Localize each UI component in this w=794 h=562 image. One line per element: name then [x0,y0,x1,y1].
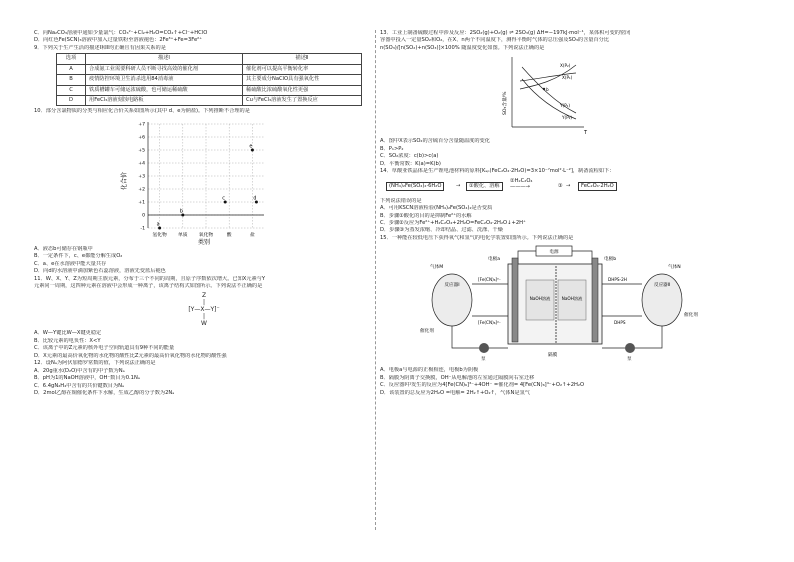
electrolysis-cell [508,264,602,344]
table-cell: 合成氨工业需要科研人员不断寻找高效的催化剂 [86,64,243,74]
ion-top-atom: Z [201,292,207,300]
q14-prompt: 下列说法错误的是 [380,197,422,204]
ion-middle: [Y—X—Y]⁻ [188,306,220,314]
q9-table [56,53,362,106]
table-cell: 疫情防控环境卫生消杀选用84消毒液 [86,75,243,85]
curve-label: Y(P₁) [560,103,571,109]
table-header-row [57,54,362,64]
table-cell: Cu与FeCl₃溶液发生了置换反应 [243,95,362,105]
right-column [380,30,752,397]
chart-grid [148,124,264,228]
gas-n-label: 气体N [668,265,681,271]
point-label-c: c [222,196,225,202]
left-column [34,30,384,398]
q10-option-d: D．向d的水溶液中滴加紫色石蕊溶液，溶液先变蓝后褪色 [34,268,166,275]
ion-bottom-label: [Fe(CN)₆]⁴⁻ [478,320,501,326]
flow-step2: ③ [558,182,563,189]
y-tick-label: +7 [138,122,145,128]
dhps-label: DHPS [614,320,626,326]
q10-option-a: A．液态b可储存在钢瓶中 [34,245,93,252]
q10-chart [121,118,270,246]
chart-points [157,144,258,229]
catalyst-right-label: 催化剂 [684,313,698,319]
q14-option-a: A．可用KSCN溶液检验(NH₄)₂Fe(SO₄)₂是否变质 [380,205,493,212]
reactor-left-label: 反应器Ⅰ [444,283,460,289]
q10-stem: 10．部分含氯物质的分类与相应化合价关系如图所示(其中 d、e为钠盐)。下列推断不合理的是 [34,108,250,115]
x-tick-label: 氧化物 [198,232,214,238]
table-row [57,64,362,74]
table-cell: D [57,95,86,105]
curve-y-label: SO₃含量/% [503,91,508,116]
curve-label: Y(P₂) [562,115,573,121]
q15-option-c: C．反应器Ⅰ中发生的反应为4[Fe(CN)₆]³⁻+4OH⁻ =催化剂= 4[Fe(CN)₆]⁴⁻+O₂↑+2H₂O [380,382,585,389]
pump-left-icon [479,343,489,353]
flow-reagent: ②H₂C₂O₄ [510,177,533,184]
membrane-label: 隔膜 [548,353,558,359]
point-label-e: e [249,144,253,150]
reactor-left [432,274,472,326]
x-tick-label: 氢化物 [152,232,167,238]
q11-option-a: A．W—Y键比W—X键更稳定 [34,330,102,337]
gas-m-label: 气体M [430,265,444,271]
q9-stem: 9．下列关于生产生活的描述Ⅰ和Ⅱ均正确且有因果关系的是 [34,44,166,51]
q15-option-a: A．电极a与电源的正极相连，电极b为阴极 [380,367,479,374]
table-header: 描述Ⅱ [243,54,362,64]
flow-product-box: FeC₂O₄·2H₂O [578,182,617,191]
q14-option-c: C．步骤②反应为Fe²⁺+H₂C₂O₄+2H₂O=FeC₂O₄·2H₂O↓+2H⁺ [380,219,526,226]
q11-option-b: B．比较元素的电负性：X<Y [34,337,101,344]
q13-option-c: C．SO₂浓度：c(b)>c(a) [380,153,439,160]
q10-option-c: C．a、e在水溶液中能大量共存 [34,260,107,267]
point-label-a: a [156,222,160,228]
pump-right-icon [625,343,635,353]
curve-label: X(P₁) [562,75,573,81]
table-row [57,95,362,105]
ion-top-label: [Fe(CN)₆]³⁻ [478,277,501,283]
q14-flow [386,178,752,195]
ion-bond-down: | [202,313,206,321]
q12-option-b: B．pH为1的NaOH溶液中，OH⁻数目为0.1Nₐ [34,375,140,382]
chart-ticks [138,121,255,237]
q15-option-b: B．隔膜为阴离子交换膜，OH⁻从电解池的左室通过隔膜向右室迁移 [380,374,535,381]
flow-start-box: (NH₄)₂Fe(SO₄)₂·6H₂O [386,182,444,191]
y-tick-label: +6 [138,135,145,141]
ion-bottom-atom: W [201,320,207,328]
q14-option-d: D．步骤③为蒸发浓缩、冷却结晶、过滤、洗涤、干燥 [380,227,503,234]
curve-point-b [543,88,545,90]
ion-structure [174,292,234,327]
q14-stem: 14．草酸亚铁晶体是生产锂电池材料的原料[Kₛₚ(FeC₂O₄·2H₂O)=3×10⁻⁷mol²·L⁻²]，制备流程如下： [380,168,615,175]
curve-y-p2 [522,79,576,119]
pump-right-label: 泵 [627,357,632,363]
q13-stem-1: 13．工业上制备硫酸过程中涉及反应：2SO₂(g)+O₂(g) ⇌ 2SO₃(g) ΔH=−197kJ·mol⁻¹，某体积可变的密闭 [380,30,631,36]
q11-option-c: C．该离子中的Z元素的核外电子空间轨道具有9种不同的能量 [34,345,175,352]
q12-stem: 12．设Nₐ为阿伏加德罗常数的值，下列说法正确的是 [34,360,156,367]
q15-option-d: D．该装置的总反应为2H₂O =电解= 2H₂↑+O₂↑，气体N是氢气 [380,389,530,396]
reactor-right [642,274,682,326]
y-tick-label: +5 [138,148,145,154]
flow-arrow-1: → [456,182,461,189]
q12-option-a: A．20g重水(D₂O)中含有的中子数为Nₐ [34,367,125,374]
flow-arrow-3: → [566,182,571,189]
curve-point-label: b [546,87,549,93]
catalyst-label: 催化剂 [420,329,434,335]
q15-device-diagram [408,244,708,364]
q13-stem-3: n(SO₃)/[n(SO₂)+n(SO₃)]×100% 随温度变化如图。下列说法正确的是 [380,44,545,51]
cell-left-label: NaOH溶液 [529,296,551,302]
table-cell: 催化剂可以提高平衡转化率 [243,64,362,74]
table-cell: 铁质槽罐车可储运浓硫酸，也可储运稀硫酸 [86,85,243,95]
x-tick-label: 单质 [177,232,188,238]
y-tick-label: -1 [140,226,145,232]
table-cell: 稀硫酸比浓硫酸氧化性更强 [243,85,362,95]
x-tick-label: 盐 [249,232,255,238]
q14-option-b: B．步骤①酸化的目的是抑制Fe²⁺的水解 [380,212,472,219]
y-tick-label: +1 [138,200,145,206]
x-tick-label: 酸 [226,232,232,238]
table-cell: 其主要成分NaClO具有强氧化性 [243,75,362,85]
table-row [57,85,362,95]
point-label-d: d [253,196,257,202]
q11-option-d: D．X元素的最高价氧化物的水化物的酸性比Z元素的最高价氧化物的水化物的酸性强 [34,352,227,359]
q13-curves [498,55,588,135]
y-tick-label: 0 [142,213,145,219]
x-axis-label: 类别 [197,238,211,246]
q8-option-c: C．向Na₂CO₃溶液中通如少量氯气：CO₃²⁻+Cl₂+H₂O=CO₂↑+Cl⁻+HClO [34,30,208,36]
dhps2h-label: DHPS-2H [608,277,627,283]
power-label: 电源 [549,250,559,256]
y-axis-label: 化合价 [121,171,128,190]
y-tick-label: +2 [138,187,145,193]
q13-option-a: A．图中X表示SO₂的含硫百分含量随温度的变化 [380,138,490,145]
q8-option-d: D．向红色Fe(SCN)₃溶液中加入过量铁粉至溶液褪色：2Fe³⁺+Fe=3Fe²⁺ [34,37,202,44]
table-cell: A [57,64,86,74]
q11-stem-1: 11．W、X、Y、Z为短周期主族元素，分布于三个不同的周期，且原子序数依次增大。已知X元素与Y [34,275,266,282]
reactor-right-label: 反应器Ⅱ [653,283,671,289]
q13-option-b: B．P₁>P₂ [380,145,404,152]
electrode-a [512,258,518,342]
q15-stem: 15．一种能在较低电压下获得氧气和氢气的电化学装置如图所示。下列说法正确的是 [380,234,574,241]
pump-left-label: 泵 [481,357,486,363]
flow-step1-box: ①酸化、溶解 [466,182,503,191]
table-header: 描述Ⅰ [86,54,243,64]
q13-stem-2: 容器中投入一定量SO₂和O₂，在X、n两个不同温度下，测得平衡时气体的总压强及SO₃的含量百分比 [380,37,610,44]
electrode-b [592,258,598,342]
curve-x-label: T [584,130,588,137]
table-cell: B [57,75,86,85]
cell-right-label: NaOH溶液 [561,296,583,302]
table-row [57,75,362,85]
flow-arrow-2: ———→ [510,183,530,190]
q13-option-d: D．平衡常数：K(a)=K(b) [380,160,441,167]
table-cell: C [57,85,86,95]
point-label-b: b [179,209,183,215]
q11-stem-2: 元素同一周期，这四种元素在溶液中会形成一种离子，该离子结构式如图所示。下列说法不正确的是 [34,283,263,290]
y-tick-label: +4 [138,161,145,167]
q12-option-c: C．6.4gN₂H₄中含有的共价键数目为Nₐ [34,382,125,389]
q10-option-b: B．一定条件下，c、e都能分解生成O₂ [34,253,123,260]
q12-option-d: D．2mol乙醇在铜催化条件下水解，生成乙醇的分子数为2Nₐ [34,390,175,397]
electrode-a-label: 电极a [488,257,501,263]
table-header: 选项 [57,54,86,64]
ion-bond-up: | [202,299,206,307]
curve-label: X(P₂) [560,63,571,69]
y-tick-label: +3 [138,174,145,180]
table-cell: 用FeCl₃溶液刻蚀电路板 [86,95,243,105]
electrode-b-label: 电极b [604,257,617,263]
